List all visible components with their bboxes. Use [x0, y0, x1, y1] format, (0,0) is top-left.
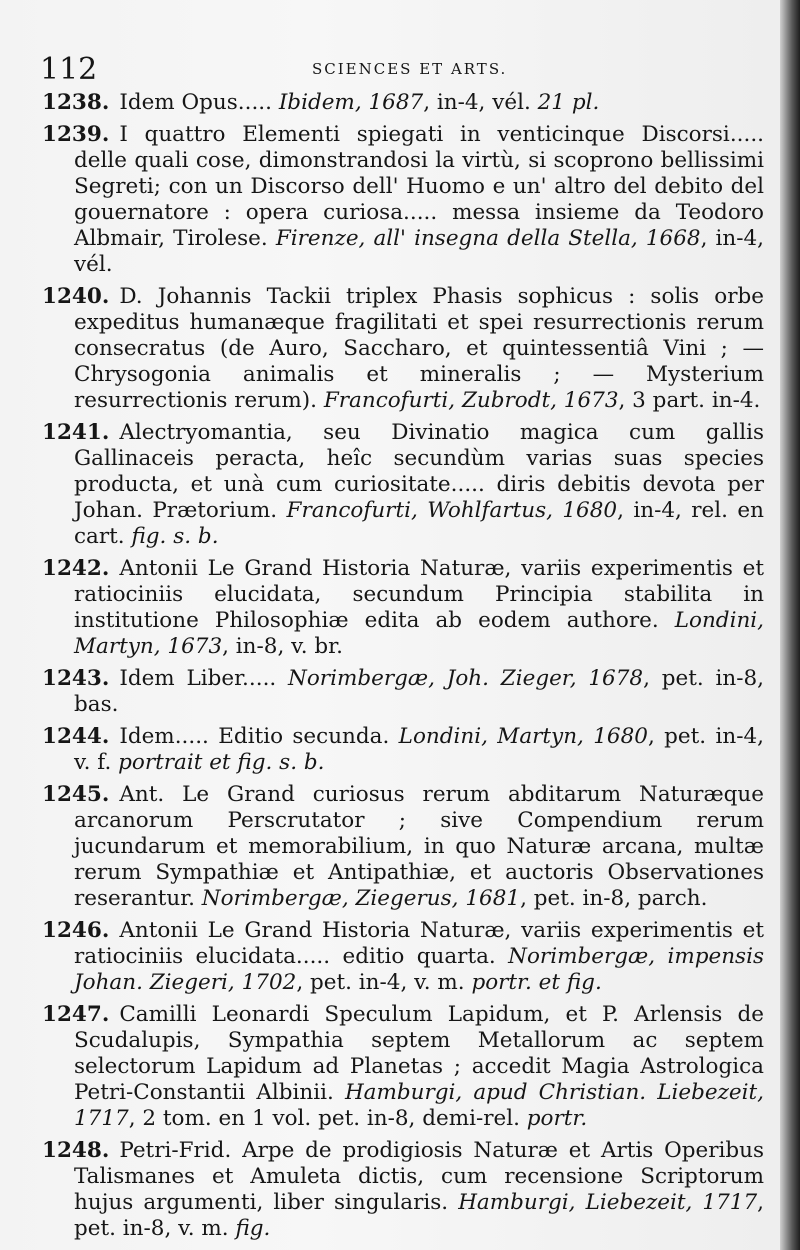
entry-text: , in-8, v. br. [222, 634, 343, 659]
entry-imprint-italic: Londini, Martyn, 1673 [74, 608, 764, 659]
entry-text: Ant. Le Grand curiosus rerum abditarum Naturæque arcanorum Perscrutator ; sive Compendium rerum jucundarum et memorabilium, in quo Naturæ arcana, multæ rerum Sympathiæ et Antipathiæ, et auctoris Observationes reserantur. [74, 782, 764, 911]
catalogue-entry [42, 420, 764, 550]
entry-text: Idem Opus..... [119, 90, 279, 115]
entry-number: 1246. [42, 918, 110, 943]
entry-number: 1242. [42, 556, 110, 581]
entry-text: Antonii Le Grand Historia Naturæ, variis experimentis et ratiociniis elucidata..... editio quarta. [74, 918, 764, 969]
entry-number: 1244. [42, 724, 110, 749]
catalogue-entry [42, 284, 764, 414]
entry-imprint-italic: Hamburgi, apud Christian. Liebezeit, 1717 [74, 1080, 764, 1131]
entry-text: , pet. in-4, v. m. [296, 970, 472, 995]
entry-number: 1239. [42, 122, 110, 147]
entry-imprint-italic: portr. [526, 1106, 588, 1131]
catalogue-entry [42, 90, 764, 116]
entry-imprint-italic: Norimbergæ, Joh. Zieger, 1678 [288, 666, 644, 691]
entry-number: 1238. [42, 90, 110, 115]
entry-imprint-italic: portrait et fig. s. b. [118, 750, 325, 775]
entry-text: , 3 part. in-4. [618, 388, 761, 413]
catalogue-entry [42, 1138, 764, 1242]
entry-text: Alectryomantia, seu Divinatio magica cum gallis Gallinaceis peracta, heîc secundùm varias suas species producta, et unà cum curiositate..... diris debitis devota per Johan. Prætorium. [74, 420, 764, 523]
catalogue-entry [42, 724, 764, 776]
entry-imprint-italic: Hamburgi, Liebezeit, 1717 [458, 1190, 758, 1215]
catalogue-entry [42, 782, 764, 912]
entry-imprint-italic: fig. [235, 1216, 271, 1241]
entry-text: I quattro Elementi spiegati in venticinque Discorsi..... delle quali cose, dimonstrandosi la virtù, si scoprono bellissimi Segreti; con un Discorso dell' Huomo e un' altro del debito del gouernatore : opera curiosa..... messa insieme da Teodoro Albmair, Tirolese. [74, 122, 764, 251]
entry-imprint-italic: Londini, Martyn, 1680 [398, 724, 648, 749]
running-title: SCIENCES ET ARTS. [312, 60, 508, 78]
entry-text: , in-4, vél. [74, 226, 765, 277]
entry-text: Antonii Le Grand Historia Naturæ, variis experimentis et ratiociniis elucidata, secundum Principia stabilita in institutione Philosophiæ edita ab eodem authore. [74, 556, 764, 633]
page-header [40, 52, 760, 88]
entry-text: Camilli Leonardi Speculum Lapidum, et P. Arlensis de Scudalupis, Sympathia septem Metallorum ac septem selectorum Lapidum ad Planetas ; accedit Magia Astrologica Petri-Constantii Albinii. [74, 1002, 764, 1105]
entry-imprint-italic: fig. s. b. [131, 524, 219, 549]
entry-imprint-italic: Francofurti, Zubrodt, 1673 [323, 388, 619, 413]
entry-number: 1243. [42, 666, 110, 691]
entry-number: 1248. [42, 1138, 110, 1163]
entry-number: 1240. [42, 284, 110, 309]
entry-text: , in-4, vél. [423, 90, 538, 115]
entry-text: , pet. in-8, v. m. [74, 1190, 764, 1241]
entry-imprint-italic: 21 pl. [537, 90, 600, 115]
entry-number: 1247. [42, 1002, 110, 1027]
catalogue-entries [42, 90, 764, 1248]
entry-number: 1245. [42, 782, 110, 807]
catalogue-entry [42, 666, 764, 718]
entry-text: Idem Liber..... [119, 666, 289, 691]
entry-text: D. Johannis Tackii triplex Phasis sophicus : solis orbe expeditus humanæque fragilitati et spei resurrectionis rerum consecratus (de Auro, Saccharo, et quintessentiâ Vini ; — Chrysogonia animalis et mineralis ; — Mysterium resurrectionis rerum). [74, 284, 764, 413]
entry-text: Petri-Frid. Arpe de prodigiosis Naturæ et Artis Operibus Talismanes et Amuleta dictis, cum recensione Scriptorum hujus argumenti, liber singularis. [74, 1138, 764, 1215]
catalogue-entry [42, 1002, 764, 1132]
catalogue-entry [42, 918, 764, 996]
entry-text: Idem..... Editio secunda. [119, 724, 399, 749]
entry-text: , 2 tom. en 1 vol. pet. in-8, demi-rel. [128, 1106, 527, 1131]
entry-number: 1241. [42, 420, 110, 445]
entry-imprint-italic: Firenze, all' insegna della Stella, 1668 [275, 226, 701, 251]
page-binding-shadow [780, 0, 800, 1250]
catalogue-entry [42, 122, 764, 278]
entry-text: , pet. in-8, bas. [74, 666, 765, 717]
entry-imprint-italic: Norimbergæ, impensis Johan. Ziegeri, 1702 [74, 944, 764, 995]
entry-text: , pet. in-8, parch. [520, 886, 708, 911]
entry-imprint-italic: portr. et fig. [471, 970, 602, 995]
entry-text: , pet. in-4, v. f. [74, 724, 764, 775]
entry-imprint-italic: Francofurti, Wohlfartus, 1680 [286, 498, 618, 523]
entry-text: , in-4, rel. en cart. [74, 498, 764, 549]
entry-imprint-italic: Ibidem, 1687 [278, 90, 424, 115]
entry-imprint-italic: Norimbergæ, Ziegerus, 1681 [201, 886, 521, 911]
page-number: 112 [40, 52, 98, 87]
catalogue-entry [42, 556, 764, 660]
